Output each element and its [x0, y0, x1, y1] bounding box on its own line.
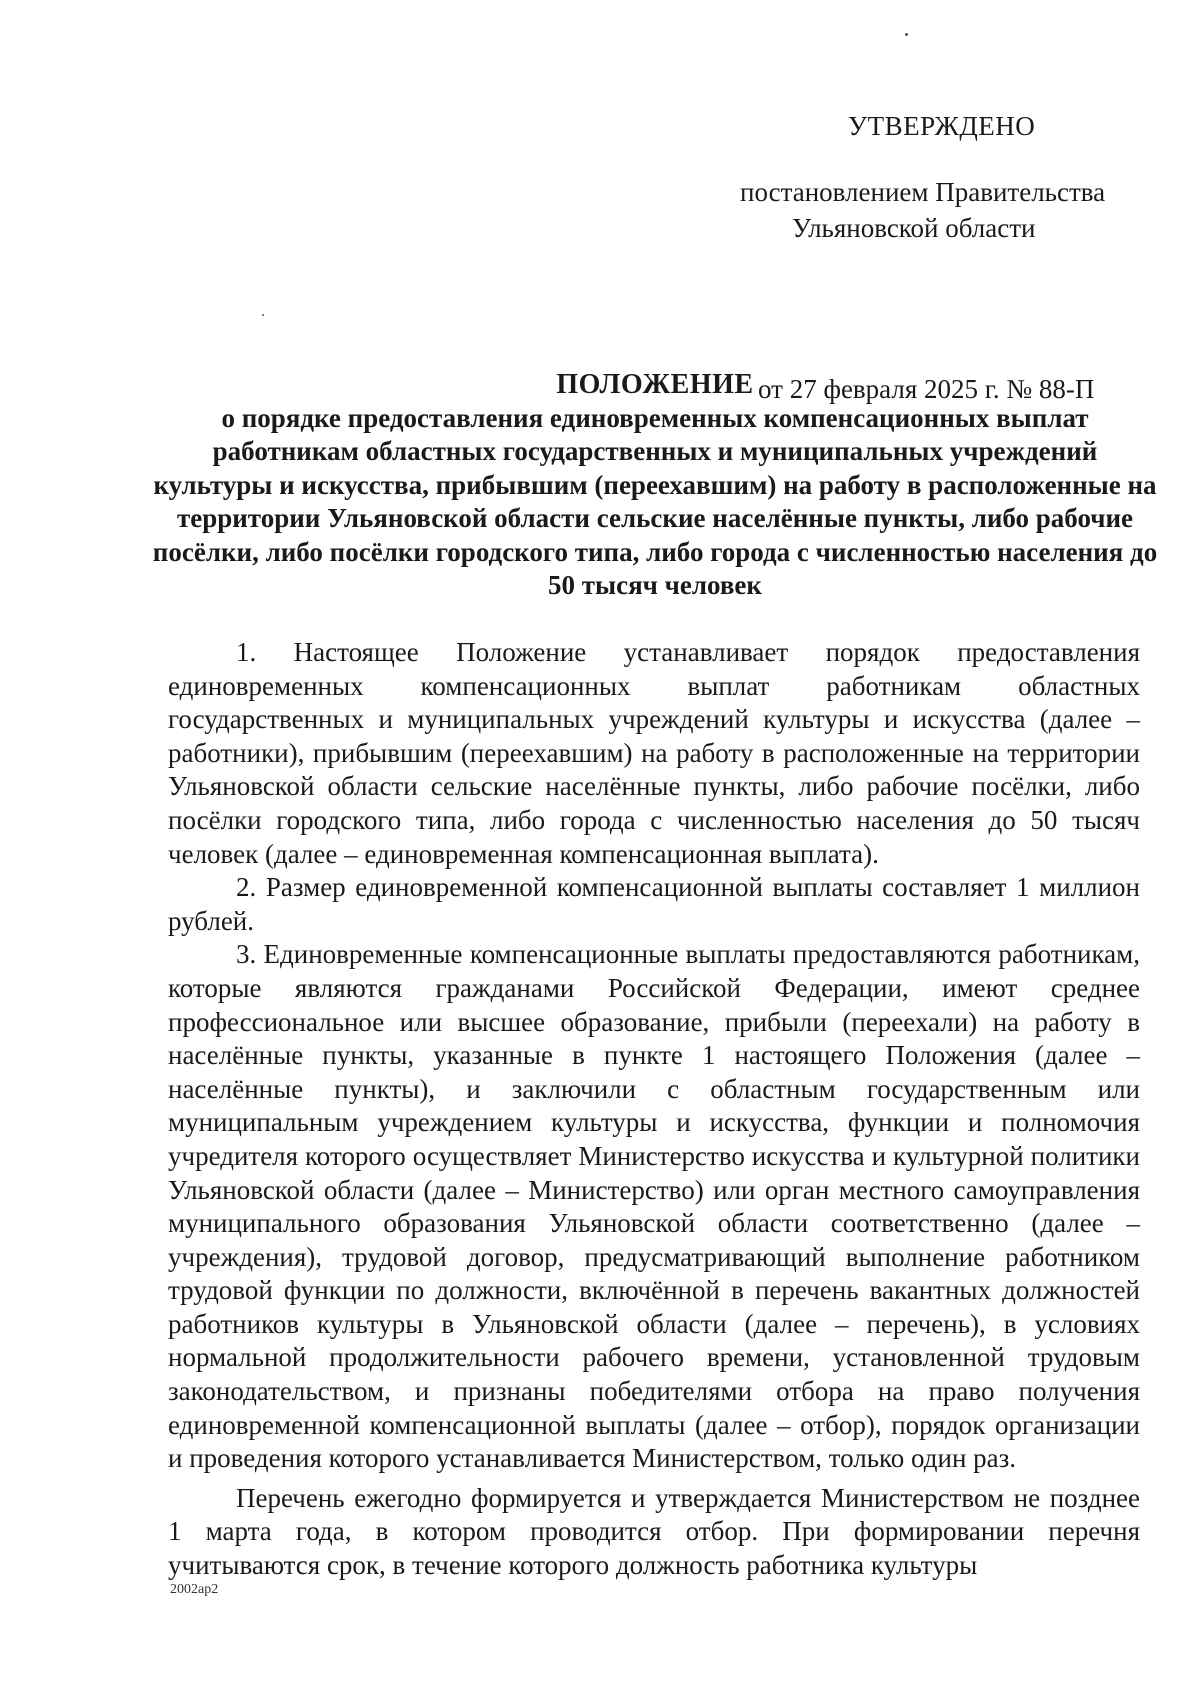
- title-subtitle: о порядке предоставления единовременных компенсационных выплат работникам областных государственных и муниципальных учреждений культуры и искусства, прибывшим (переехавшим) на работу в расположенные на территории Ульяновской области сельские населённые пункты, либо рабочие посёлки, либо посёлки городского типа, либо города с численностью населения до 50 тысяч человек: [152, 402, 1158, 600]
- title-main: ПОЛОЖЕНИЕ: [556, 369, 754, 400]
- scan-speck: [905, 33, 908, 36]
- paragraph-1: 1. Настоящее Положение устанавливает порядок предоставления единовременных компенсационных выплат работникам областных государственных и муниципальных учреждений культуры и искусства (далее – работники), прибывшим (переехавшим) на работу в расположенные на территории Ульяновской области сельские населённые пункты, либо рабочие посёлки, либо посёлки городского типа, либо города с численностью населения до 50 тысяч человек (далее – единовременная компенсационная выплата).: [168, 637, 1140, 869]
- footer-code: 2002ар2: [170, 1582, 219, 1597]
- scan-speck: [262, 314, 264, 316]
- paragraph-3: 3. Единовременные компенсационные выплаты предоставляются работникам, которые являются гражданами Российской Федерации, имеют среднее профессиональное или высшее образование, прибыли (переехали) на работу в населённые пункты, указанные в пункте 1 настоящего Положения (далее – населённые пункты), и заключили с областным государственным или муниципальным учреждением культуры и искусства, функции и полномочия учредителя которого осуществляет Министерство искусства и культурной политики Ульяновской области (далее – Министерство) или орган местного самоуправления муниципального образования Ульяновской области соответственно (далее – учреждения), трудовой договор, предусматривающий выполнение работником трудовой функции по должности, включённой в перечень вакантных должностей работников культуры в Ульяновской области (далее – перечень), в условиях нормальной продолжительности рабочего времени, установленной трудовым законодательством, и признаны победителями отбора на право получения единовременной компенсационной выплаты (далее – отбор), порядок организации и проведения которого устанавливается Министерством, только один раз.: [168, 939, 1140, 1474]
- document-body: [168, 636, 1140, 1583]
- approval-heading: УТВЕРЖДЕНО: [848, 111, 1036, 141]
- paragraph-2: 2. Размер единовременной компенсационной выплаты составляет 1 миллион рублей.: [168, 872, 1140, 936]
- approval-region-line: Ульяновской области: [792, 213, 1036, 243]
- approval-date-number: от 27 февраля 2025 г. № 88-П: [758, 374, 1095, 404]
- document-title: [150, 368, 1160, 603]
- paragraph-4: Перечень ежегодно формируется и утверждается Министерством не позднее 1 марта года, в котором проводится отбор. При формировании перечня учитываются срок, в течение которого должность работника культуры: [168, 1482, 1140, 1581]
- approval-decree-line: постановлением Правительства: [740, 177, 1106, 207]
